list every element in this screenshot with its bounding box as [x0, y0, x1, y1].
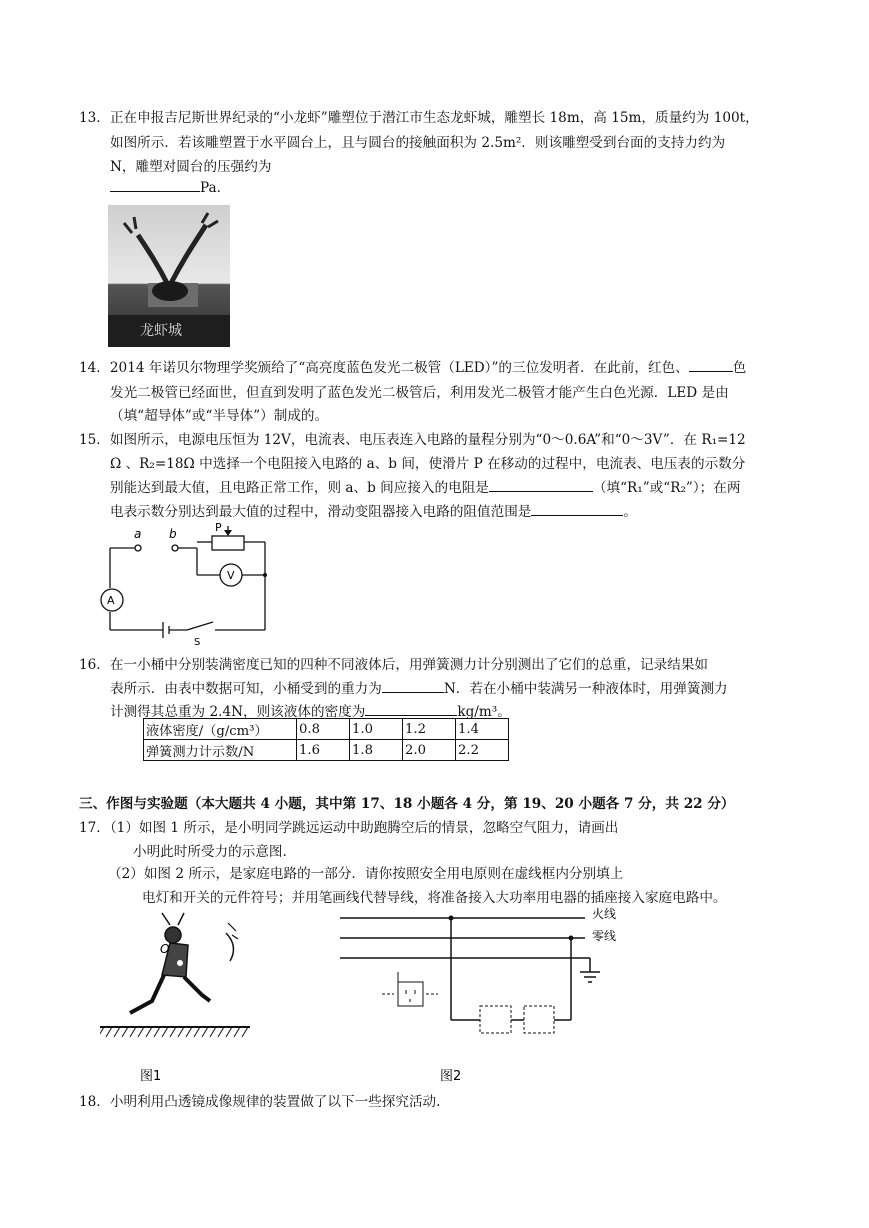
q14-line1 — [79, 356, 746, 376]
q15-circuit-diagram — [95, 520, 275, 650]
q16-blank-2[interactable] — [365, 703, 457, 716]
q13-line3: N，雕塑对圆台的压强约为 — [110, 159, 272, 175]
table-cell: 弹簧测力计示数/N — [144, 740, 297, 761]
q14-line1-text: 14．2014 年诺贝尔物理学奖颁给了“高亮度蓝色发光二极管（LED）”的三位发明者．在此前，红色、 — [79, 360, 689, 376]
q14-blank-1[interactable] — [689, 359, 733, 372]
q15-blank-2[interactable] — [531, 503, 623, 516]
table-cell: 液体密度/（g/cm³） — [144, 719, 297, 740]
table-cell: 1.6 — [297, 740, 350, 761]
q16-line3 — [110, 700, 511, 720]
q13-answer-line — [110, 179, 221, 196]
ground-hatch-line — [170, 1027, 176, 1037]
q16-line3-text: 计测得其总重为 2.4N，则该液体的密度为 — [110, 704, 366, 720]
table-cell: 1.4 — [456, 719, 509, 740]
q15-line1: 15．如图所示，电源电压恒为 12V，电流表、电压表连入电路的量程分别为“0～0.6A”和“0～3V”．在 R₁=12 — [79, 432, 746, 448]
q14-line2: 发光二极管已经面世，但直到发明了蓝色发光二极管后，利用发光二极管才能产生白色光源．LED 是由 — [110, 385, 729, 401]
q16-blank-1[interactable] — [382, 680, 444, 693]
q16-line1: 16．在一小桶中分别装满密度已知的四种不同液体后，用弹簧测力计分别测出了它们的总重，记录结果如 — [79, 657, 709, 673]
ground-hatch-line — [210, 1027, 216, 1037]
fig2-caption: 图2 — [440, 1069, 462, 1084]
q13-line1: 13．正在申报吉尼斯世界纪录的“小龙虾”雕塑位于潜江市生态龙虾城，雕塑长 18m，高 15m，质量约为 100t， — [79, 110, 759, 126]
q13-answer-blank[interactable] — [110, 179, 200, 192]
neutral-wire-label: 零线 — [592, 929, 617, 943]
q17-part2-line2: 电灯和开关的元件符号；并用笔画线代替导线，将准备接入大功率用电器的插座接入家庭电路中。 — [142, 890, 727, 906]
q15-blank-1[interactable] — [489, 479, 593, 492]
table-cell: 1.8 — [350, 740, 403, 761]
table-cell: 2.2 — [456, 740, 509, 761]
q18-line1: 18．小明利用凸透镜成像规律的装置做了以下一些探究活动. — [79, 1094, 441, 1110]
q16-line2-end: N．若在小桶中装满另一种液体时，用弹簧测力 — [443, 681, 728, 697]
q17-part1-line2: 小明此时所受力的示意图. — [133, 844, 287, 860]
ground-hatch-line — [226, 1027, 232, 1037]
table-cell: 0.8 — [297, 719, 350, 740]
terminal-a-label: a — [134, 527, 142, 541]
ground-hatch-line — [242, 1027, 248, 1037]
ground-hatch-line — [130, 1027, 136, 1037]
q15-line3-text: 别能达到最大值，且电路正常工作，则 a、b 间应接入的电阻是 — [110, 480, 489, 496]
crayfish-photo — [108, 205, 230, 347]
q17-part2-line1: （2）如图 2 所示，是家庭电路的一部分．请你按照安全用电原则在虚线框内分别填上 — [108, 866, 624, 882]
q16-line2 — [110, 677, 728, 697]
q16-line3-end: kg/m³。 — [457, 704, 511, 720]
section-heading: 三、作图与实验题（本大题共 4 小题，其中第 17、18 小题各 4 分，第 19、20 小题各 7 分，共 22 分） — [79, 796, 735, 812]
terminal-b-label: b — [169, 527, 177, 541]
ground-hatch-line — [154, 1027, 160, 1037]
ground-hatch-line — [122, 1027, 128, 1037]
voltmeter-label: V — [227, 569, 235, 582]
q15-line4 — [110, 500, 637, 520]
q15-line3-end: （填“R₁”或“R₂”）；在两 — [592, 480, 741, 496]
q17-part1-line1: 17．（1）如图 1 所示，是小明同学跳远运动中助跑腾空后的情景，忽略空气阻力，请画出 — [79, 820, 619, 836]
fig2-household-circuit — [340, 900, 640, 1085]
switch-s-label: S — [194, 637, 201, 648]
q14-line1-end: 色 — [732, 360, 747, 376]
q16-line2-text: 表所示．由表中数据可知，小桶受到的重力为 — [110, 681, 382, 697]
slider-p-label: P — [215, 521, 222, 534]
centre-of-gravity-label: O — [160, 942, 170, 956]
table-cell: 1.2 — [403, 719, 456, 740]
ground-hatch-line — [234, 1027, 240, 1037]
ground-hatch-line — [114, 1027, 120, 1037]
fig1-caption: 图1 — [140, 1069, 162, 1084]
ground-hatch-line — [146, 1027, 152, 1037]
ground-hatch-line — [202, 1027, 208, 1037]
ammeter-label: A — [107, 594, 115, 607]
live-wire-label: 火线 — [592, 907, 617, 921]
density-table — [143, 718, 509, 761]
ground-hatch-line — [178, 1027, 184, 1037]
q15-line3 — [110, 476, 740, 496]
ground-hatch-line — [100, 1027, 104, 1037]
fig1-long-jump — [100, 905, 260, 1085]
q15-line2: Ω 、R₂=18Ω 中选择一个电阻接入电路的 a、b 间，使滑片 P 在移动的过程中，电流表、电压表的示数分 — [110, 456, 746, 472]
q13-line2: 如图所示．若该雕塑置于水平圆台上，且与圆台的接触面积为 2.5m²．则该雕塑受到台面的支持力约为 — [110, 135, 726, 151]
table-cell: 2.0 — [403, 740, 456, 761]
q13-unit: Pa. — [200, 180, 221, 196]
photo-caption: 龙虾城 — [140, 323, 182, 339]
ground-hatch-line — [194, 1027, 200, 1037]
q15-line4-text: 电表示数分别达到最大值的过程中，滑动变阻器接入电路的阻值范围是 — [110, 504, 532, 520]
ground-hatch-line — [218, 1027, 224, 1037]
ground-hatch-line — [162, 1027, 168, 1037]
table-cell: 1.0 — [350, 719, 403, 740]
table-row — [144, 719, 509, 740]
table-row — [144, 740, 509, 761]
ground-hatch-line — [106, 1027, 112, 1037]
ground-hatch-line — [138, 1027, 144, 1037]
q15-line4-end: 。 — [623, 504, 637, 520]
q14-line3: （填“超导体”或“半导体”）制成的。 — [110, 408, 329, 424]
ground-hatch-line — [186, 1027, 192, 1037]
